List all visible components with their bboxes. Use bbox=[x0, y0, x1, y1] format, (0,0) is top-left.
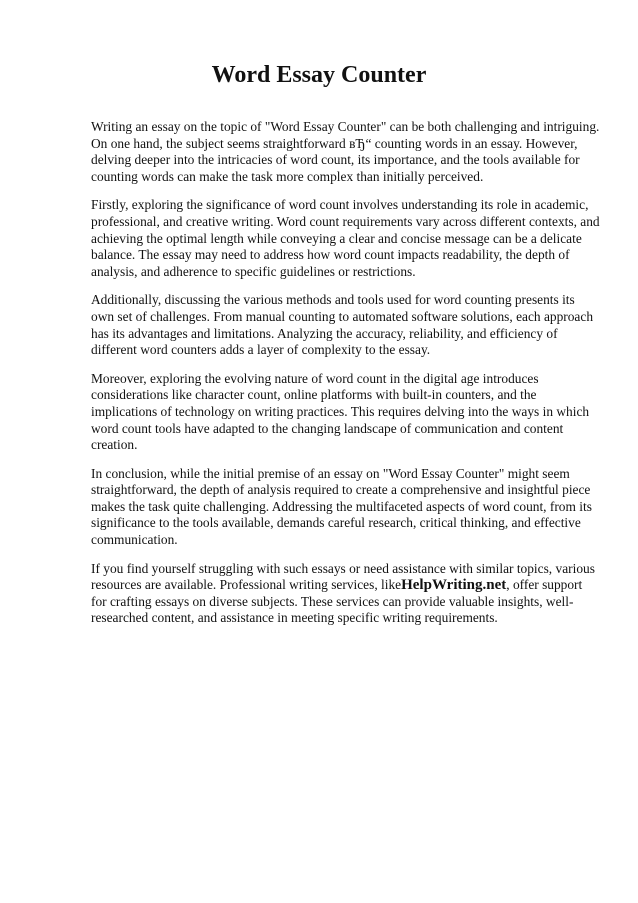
paragraph-significance: Firstly, exploring the significance of word count involves understanding its role in academic, professional, and creative writing. Word count requirements vary across different contexts, and achieving the optimal length while conveying a clear and concise message can be a delicate balance. The essay may need to address how word count impacts readability, the depth of analysis, and adherence to specific guidelines or restrictions. bbox=[91, 197, 600, 279]
paragraph-closing bbox=[91, 561, 601, 627]
brand-name: HelpWriting.net bbox=[401, 577, 507, 594]
paragraph-digital-age: Moreover, exploring the evolving nature of word count in the digital age introduces considerations like character count, online platforms with built-in counters, and the implications of technology on writing practices. This requires delving into the ways in which word count tools have adapted to the changing landscape of communication and content creation. bbox=[91, 370, 590, 453]
paragraph-conclusion: In conclusion, while the initial premise of an essay on "Word Essay Counter" might seem straightforward, the depth of analysis required to create a comprehensive and insightful piece makes the task quite challenging. Addressing the multifaceted aspects of word count, from its significance to the tools available, demands careful research, critical thinking, and effective communication. bbox=[91, 465, 592, 548]
document-body bbox=[91, 119, 601, 639]
paragraph-methods: Additionally, discussing the various methods and tools used for word counting presents its own set of challenges. From manual counting to automated software solutions, each approach has its advantages and limitations. Analyzing the accuracy, reliability, and efficiency of different word counters adds a layer of complexity to the essay. bbox=[91, 292, 594, 358]
closing-text-after: , offer support for crafting essays on diverse subjects. These services can provide valuable insights, well-researched content, and assistance in meeting specific writing requirements. bbox=[91, 577, 583, 626]
closing-text-before: If you find yourself struggling with such essays or need assistance with similar topics, various resources are available. Professional writing services, like bbox=[91, 560, 595, 593]
paragraph-intro: Writing an essay on the topic of "Word Essay Counter" can be both challenging and intriguing. On one hand, the subject seems straightforward вЂ“ counting words in an essay. However, delving deeper into the intricacies of word count, its importance, and the tools available for counting words can make the task more complex than initially perceived. bbox=[91, 119, 600, 184]
page-title: Word Essay Counter bbox=[211, 62, 427, 88]
